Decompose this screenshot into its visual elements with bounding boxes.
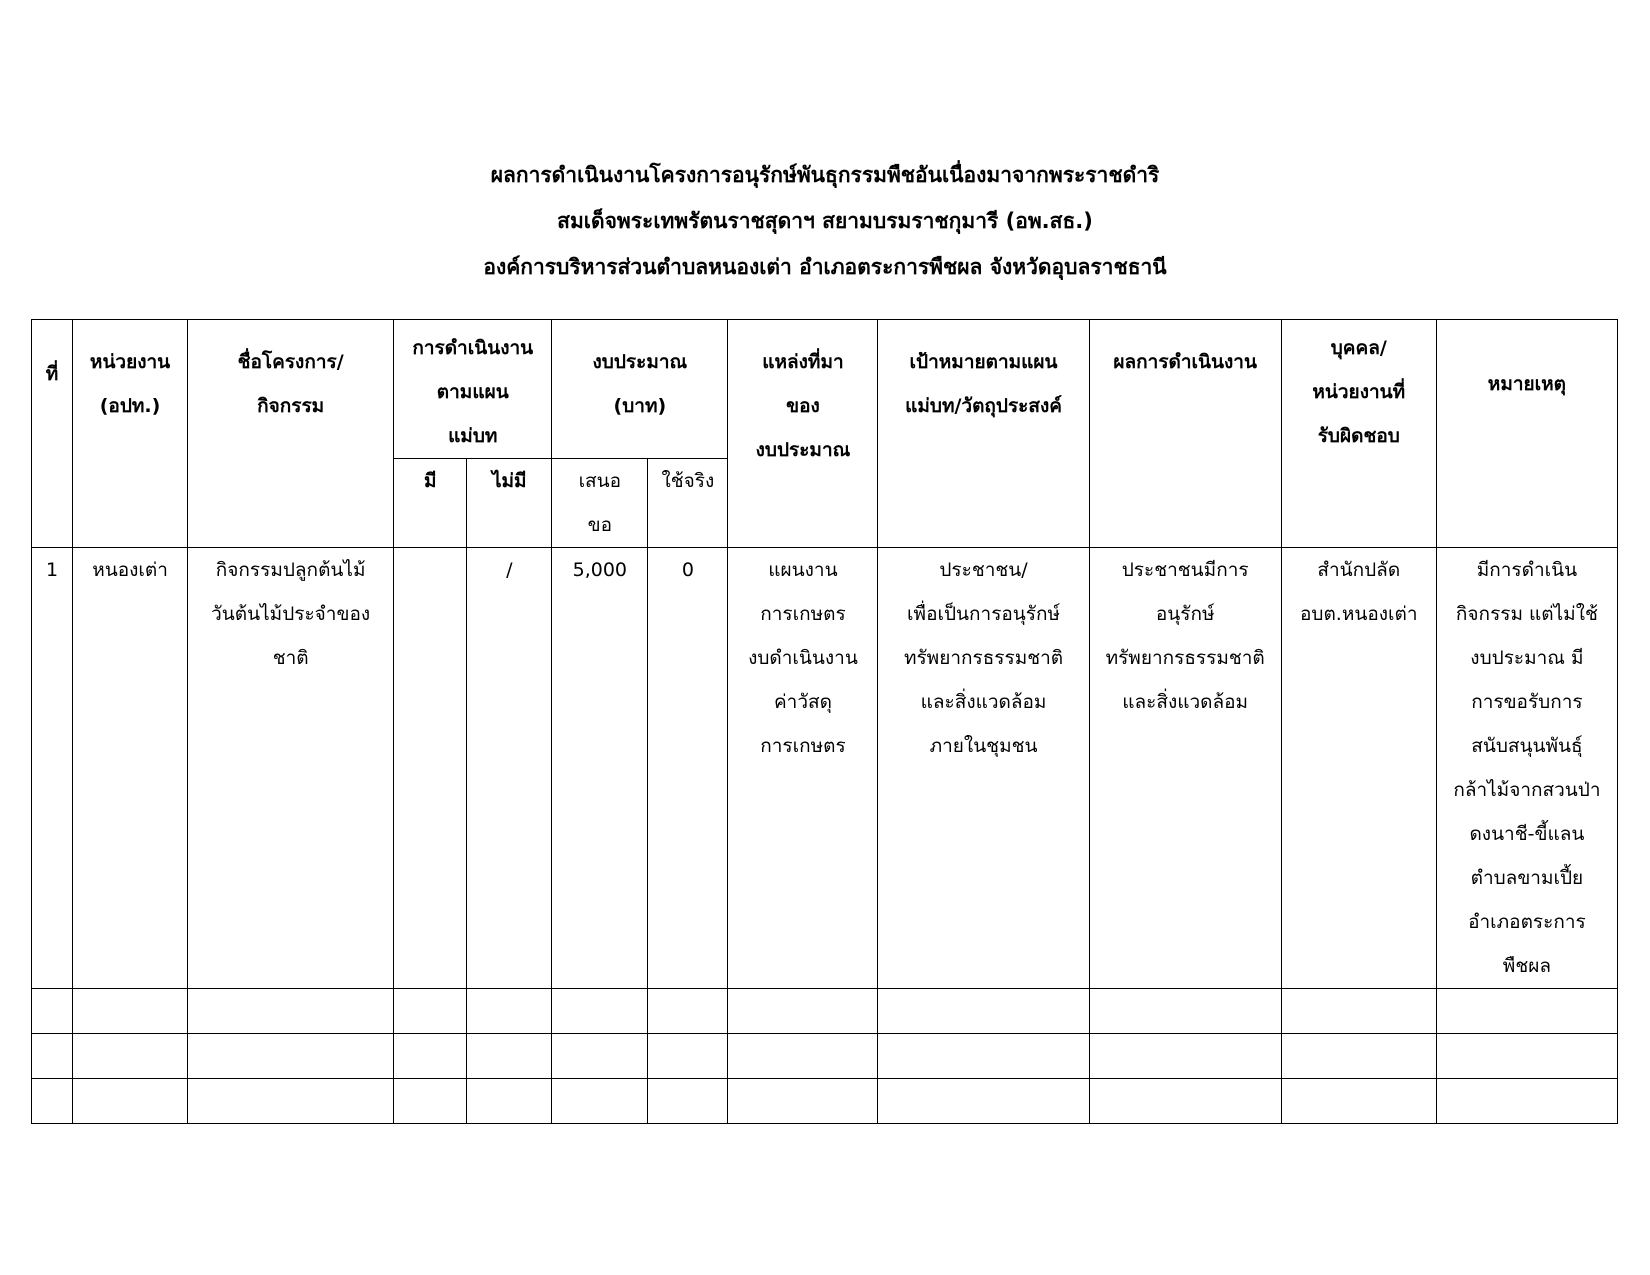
header-budget: งบประมาณ (บาท) bbox=[552, 320, 728, 459]
header-no: ที่ bbox=[32, 320, 73, 548]
cell-responsible: สำนักปลัด อบต.หนองเต่า bbox=[1281, 548, 1436, 989]
cell-budget-proposed: 5,000 bbox=[552, 548, 648, 989]
header-budget-proposed: เสนอ ขอ bbox=[552, 459, 648, 548]
header-responsible: บุคคล/ หน่วยงานที่ รับผิดชอบ bbox=[1281, 320, 1436, 548]
cell-result: ประชาชนมีการ อนุรักษ์ ทรัพยากรธรรมชาติ และสิ่งแวดล้อม bbox=[1089, 548, 1281, 989]
header-result: ผลการดำเนินงาน bbox=[1089, 320, 1281, 548]
cell-budget-actual: 0 bbox=[648, 548, 728, 989]
heading-line-1: ผลการดำเนินงานโครงการอนุรักษ์พันธุกรรมพืชอันเนื่องมาจากพระราชดำริ bbox=[490, 163, 1160, 187]
cell-project: กิจกรรมปลูกต้นไม้ วันต้นไม้ประจำของ ชาติ bbox=[188, 548, 394, 989]
cell-source: แผนงาน การเกษตร งบดำเนินงาน ค่าวัสดุ การเกษตร bbox=[728, 548, 878, 989]
empty-table-row bbox=[32, 1079, 1618, 1124]
cell-target: ประชาชน/ เพื่อเป็นการอนุรักษ์ ทรัพยากรธรรมชาติ และสิ่งแวดล้อม ภายในชุมชน bbox=[878, 548, 1089, 989]
table-header-row bbox=[32, 320, 1618, 459]
empty-table-row bbox=[32, 989, 1618, 1034]
cell-remarks: มีการดำเนิน กิจกรรม แต่ไม่ใช้ งบประมาณ มี การขอรับการ สนับสนุนพันธุ์ กล้าไม้จากสวนป่า ดงนาชี-ขี้แลน ตำบลขามเปี้ย อำเภอตระการ พืชผล bbox=[1436, 548, 1617, 989]
cell-no: 1 bbox=[32, 548, 73, 989]
report-table bbox=[31, 319, 1618, 1124]
header-plan-yes: มี bbox=[394, 459, 467, 548]
heading-line-2: สมเด็จพระเทพรัตนราชสุดาฯ สยามบรมราชกุมารี (อพ.สธ.) bbox=[557, 209, 1093, 233]
header-budget-actual: ใช้จริง bbox=[648, 459, 728, 548]
table-row bbox=[32, 548, 1618, 989]
header-source: แหล่งที่มา ของ งบประมาณ bbox=[728, 320, 878, 548]
heading-line-3: องค์การบริหารส่วนตำบลหนองเต่า อำเภอตระการพืชผล จังหวัดอุบลราชธานี bbox=[483, 255, 1167, 279]
header-project: ชื่อโครงการ/ กิจกรรม bbox=[188, 320, 394, 548]
cell-plan-no: / bbox=[467, 548, 552, 989]
header-agency: หน่วยงาน (อปท.) bbox=[73, 320, 188, 548]
document-heading bbox=[0, 152, 1650, 290]
empty-table-row bbox=[32, 1034, 1618, 1079]
cell-agency: หนองเต่า bbox=[73, 548, 188, 989]
header-plan: การดำเนินงาน ตามแผน แม่บท bbox=[394, 320, 552, 459]
header-remarks: หมายเหตุ bbox=[1436, 320, 1617, 548]
header-target: เป้าหมายตามแผน แม่บท/วัตถุประสงค์ bbox=[878, 320, 1089, 548]
header-plan-no: ไม่มี bbox=[467, 459, 552, 548]
cell-plan-yes bbox=[394, 548, 467, 989]
